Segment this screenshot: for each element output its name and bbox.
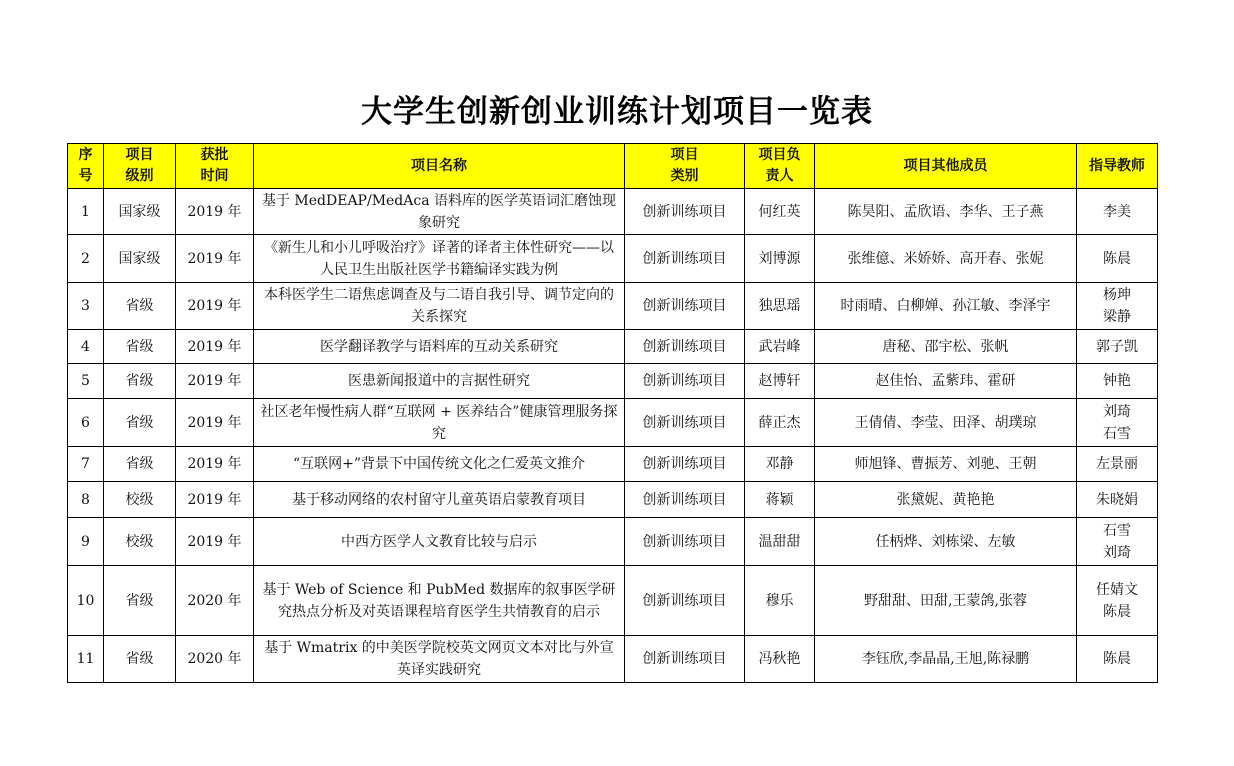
cell-teacher	[1077, 482, 1158, 518]
table-row	[68, 518, 1158, 566]
cell-no: 6	[68, 399, 104, 447]
cell-level: 国家级	[104, 235, 176, 283]
cell-project-name: 医学翻译教学与语料库的互动关系研究	[254, 330, 625, 364]
table-row	[68, 283, 1158, 330]
teacher-name: 陈晨	[1103, 250, 1131, 267]
cell-members: 张维億、米娇娇、高开春、张妮	[815, 235, 1077, 283]
cell-type: 创新训练项目	[625, 330, 745, 364]
cell-teacher	[1077, 447, 1158, 482]
cell-teacher	[1077, 566, 1158, 636]
header-teacher	[1077, 144, 1158, 189]
cell-type: 创新训练项目	[625, 482, 745, 518]
cell-project-name: 社区老年慢性病人群“互联网 + 医养结合”健康管理服务探究	[254, 399, 625, 447]
cell-time: 2019 年	[176, 518, 254, 566]
table-row	[68, 566, 1158, 636]
cell-project-name: 本科医学生二语焦虑调查及与二语自我引导、调节定向的关系探究	[254, 283, 625, 330]
cell-no: 7	[68, 447, 104, 482]
header-time-line: 时间	[200, 168, 229, 184]
cell-time: 2019 年	[176, 235, 254, 283]
cell-time: 2019 年	[176, 364, 254, 399]
header-type-line: 类别	[670, 168, 699, 184]
cell-leader: 何红英	[745, 189, 815, 235]
header-teacher-line: 指导教师	[1089, 157, 1145, 174]
cell-leader: 武岩峰	[745, 330, 815, 364]
cell-leader: 蒋颖	[745, 482, 815, 518]
header-type-line: 项目	[670, 147, 699, 163]
teacher-name: 杨珅	[1103, 287, 1131, 303]
cell-type: 创新训练项目	[625, 283, 745, 330]
header-time	[176, 144, 254, 189]
cell-time: 2019 年	[176, 447, 254, 482]
cell-members: 李钰欣,李晶晶,王旭,陈禄鹏	[815, 636, 1077, 683]
cell-level: 省级	[104, 364, 176, 399]
header-level-line: 项目	[125, 147, 154, 163]
table-row	[68, 364, 1158, 399]
table-row	[68, 330, 1158, 364]
teacher-name: 李美	[1103, 203, 1131, 220]
cell-members: 唐秘、邵宇松、张帆	[815, 330, 1077, 364]
header-no-line: 号	[78, 168, 93, 184]
header-no-line: 序	[78, 147, 93, 163]
table-body	[68, 189, 1158, 683]
header-name-line: 项目名称	[411, 157, 467, 174]
header-leader-line: 项目负	[758, 147, 801, 163]
cell-level: 校级	[104, 518, 176, 566]
cell-type: 创新训练项目	[625, 399, 745, 447]
cell-no: 1	[68, 189, 104, 235]
table-row	[68, 235, 1158, 283]
cell-no: 8	[68, 482, 104, 518]
cell-leader: 穆乐	[745, 566, 815, 636]
cell-level: 国家级	[104, 189, 176, 235]
cell-project-name: 基于 Web of Science 和 PubMed 数据库的叙事医学研究热点分析及对英语课程培育医学生共情教育的启示	[254, 566, 625, 636]
cell-members: 赵佳怡、孟紫玮、霍研	[815, 364, 1077, 399]
cell-level: 省级	[104, 283, 176, 330]
cell-type: 创新训练项目	[625, 364, 745, 399]
cell-members: 王倩倩、李莹、田泽、胡璞琼	[815, 399, 1077, 447]
page-title: 大学生创新创业训练计划项目一览表	[361, 94, 873, 130]
table-header-row	[68, 144, 1158, 189]
cell-leader: 薛正杰	[745, 399, 815, 447]
cell-leader: 邓静	[745, 447, 815, 482]
header-type	[625, 144, 745, 189]
cell-time: 2019 年	[176, 482, 254, 518]
cell-project-name: 基于 MedDEAP/MedAca 语料库的医学英语词汇磨蚀现象研究	[254, 189, 625, 235]
cell-type: 创新训练项目	[625, 636, 745, 683]
cell-time: 2020 年	[176, 636, 254, 683]
table-row	[68, 636, 1158, 683]
header-time-line: 获批	[200, 147, 229, 163]
cell-time: 2019 年	[176, 399, 254, 447]
cell-members: 野甜甜、田甜,王蒙鸽,张蓉	[815, 566, 1077, 636]
teacher-name: 郭子凯	[1096, 338, 1138, 355]
table-row	[68, 189, 1158, 235]
cell-leader: 赵博轩	[745, 364, 815, 399]
teacher-name: 陈晨	[1103, 603, 1131, 620]
teacher-name: 陈晨	[1103, 651, 1131, 667]
cell-no: 3	[68, 283, 104, 330]
cell-members: 师旭锋、曹振芳、刘驰、王朝	[815, 447, 1077, 482]
cell-time: 2019 年	[176, 330, 254, 364]
cell-no: 2	[68, 235, 104, 283]
cell-members: 时雨晴、白柳婵、孙江敏、李泽宇	[815, 283, 1077, 330]
cell-level: 省级	[104, 636, 176, 683]
header-leader	[745, 144, 815, 189]
cell-project-name: 基于 Wmatrix 的中美医学院校英文网页文本对比与外宣英译实践研究	[254, 636, 625, 683]
teacher-name: 刘琦	[1103, 403, 1131, 420]
cell-type: 创新训练项目	[625, 235, 745, 283]
cell-teacher	[1077, 283, 1158, 330]
cell-level: 省级	[104, 330, 176, 364]
cell-project-name: 《新生儿和小儿呼吸治疗》译著的译者主体性研究——以人民卫生出版社医学书籍编译实践为例	[254, 235, 625, 283]
cell-teacher	[1077, 189, 1158, 235]
cell-type: 创新训练项目	[625, 518, 745, 566]
cell-teacher	[1077, 518, 1158, 566]
cell-type: 创新训练项目	[625, 447, 745, 482]
cell-project-name: “互联网+”背景下中国传统文化之仁爱英文推介	[254, 447, 625, 482]
cell-teacher	[1077, 399, 1158, 447]
cell-time: 2019 年	[176, 189, 254, 235]
header-members-line: 项目其他成员	[903, 157, 988, 174]
header-leader-line: 责人	[765, 168, 794, 184]
cell-teacher	[1077, 235, 1158, 283]
header-name	[254, 144, 625, 189]
cell-leader: 刘博源	[745, 235, 815, 283]
header-no	[68, 144, 104, 189]
teacher-name: 左景丽	[1096, 456, 1138, 472]
cell-level: 校级	[104, 482, 176, 518]
cell-members: 陈昊阳、孟欣语、李华、王子燕	[815, 189, 1077, 235]
teacher-name: 刘琦	[1103, 544, 1131, 561]
cell-level: 省级	[104, 566, 176, 636]
cell-level: 省级	[104, 399, 176, 447]
header-level	[104, 144, 176, 189]
cell-no: 9	[68, 518, 104, 566]
cell-project-name: 基于移动网络的农村留守儿童英语启蒙教育项目	[254, 482, 625, 518]
cell-leader: 冯秋艳	[745, 636, 815, 683]
table-row	[68, 482, 1158, 518]
cell-time: 2019 年	[176, 283, 254, 330]
cell-project-name: 医患新闻报道中的言据性研究	[254, 364, 625, 399]
teacher-name: 钟艳	[1103, 373, 1131, 389]
table-row	[68, 447, 1158, 482]
cell-type: 创新训练项目	[625, 566, 745, 636]
cell-no: 4	[68, 330, 104, 364]
header-members	[815, 144, 1077, 189]
header-level-line: 级别	[125, 168, 154, 184]
cell-leader: 温甜甜	[745, 518, 815, 566]
cell-teacher	[1077, 364, 1158, 399]
cell-type: 创新训练项目	[625, 189, 745, 235]
cell-members: 任柄烨、刘栋梁、左敏	[815, 518, 1077, 566]
cell-leader: 独思瑶	[745, 283, 815, 330]
teacher-name: 石雪	[1103, 425, 1131, 442]
cell-no: 10	[68, 566, 104, 636]
cell-teacher	[1077, 636, 1158, 683]
cell-teacher	[1077, 330, 1158, 364]
cell-no: 5	[68, 364, 104, 399]
teacher-name: 朱晓娟	[1096, 491, 1138, 508]
cell-no: 11	[68, 636, 104, 683]
cell-members: 张黛妮、黄艳艳	[815, 482, 1077, 518]
teacher-name: 石雪	[1103, 522, 1131, 539]
teacher-name: 梁静	[1103, 309, 1131, 325]
projects-table	[67, 143, 1158, 683]
cell-project-name: 中西方医学人文教育比较与启示	[254, 518, 625, 566]
table-row	[68, 399, 1158, 447]
cell-level: 省级	[104, 447, 176, 482]
cell-time: 2020 年	[176, 566, 254, 636]
teacher-name: 任婧文	[1096, 581, 1138, 598]
